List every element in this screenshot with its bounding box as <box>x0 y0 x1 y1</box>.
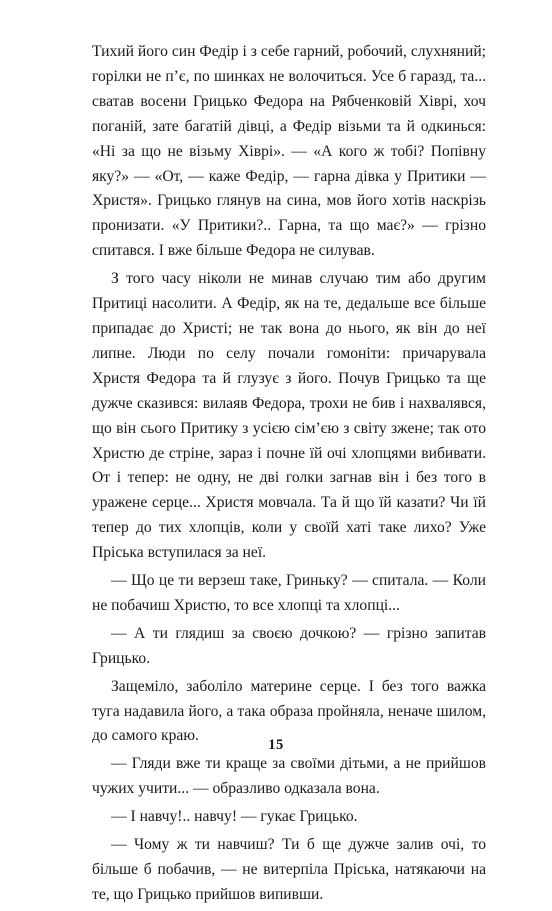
paragraph: — Що це ти верзеш таке, Гриньку? — спитала. — Коли не побачиш Христю, то все хлопці та хлопці... <box>92 572 486 614</box>
paragraph: З того часу ніколи не минав случаю тим або другим Притиці насолити. А Федір, як на те, дедальше все більше припадає до Христі; не так вона до нього, як він до неї липне. Люди по селу почали гомоніти: причарувала Христя Федора та й глузує з його. Почув Грицько та ще дужче сказився: вилаяв Федора, трохи не бив і нахвалявся, що він сього Притику з усією сім’єю з світу зжене; так ото Христю де стріне, зараз і почне їй очі хлопцями вибивати. От і тепер: не одну, не дві голки загнав він і без того в уражене серце... Христя мовчала. Та й що їй казати? Чи їй тепер до тих хлопців, коли у своїй хаті таке лихо? Уже Пріська вступилася за неї. <box>92 270 486 562</box>
paragraph: Защеміло, заболіло материне серце. І без того важка туга надавила його, а така образа пройняла, неначе шилом, до самого краю. <box>92 677 486 745</box>
paragraph: — Гляди вже ти краще за своїми дітьми, а не прийшов чужих учити... — образливо одказала вона. <box>92 755 486 798</box>
page-number: 15 <box>268 737 284 753</box>
paragraph: — А ти глядиш за своєю дочкою? — грізно запитав Грицько. <box>92 624 486 667</box>
paragraph: — Чому ж ти навчиш? Ти б ще дужче залив очі, то більше б побачив, — не витерпіла Пріська, натякаючи на те, що Грицько прийшов випивши. <box>92 836 486 903</box>
paragraph: — І навчу!.. навчу! — гукає Грицько. <box>111 808 358 826</box>
paragraph: Тихий його син Федір і з себе гарний, робочий, слухняний; горілки не п’є, по шинках не волочиться. Усе б гаразд, та... сватав восени Грицько Федора на Рябченковій Хіврі, хоч поганій, зате багатій дівці, а Федір візьми та й одкинься: «Ні за що не візьму Хіврі». — «А кого ж тобі? Попівну яку?» — «От, — каже Федір, — гарна дівка у Притики — Христя». Грицько глянув на сина, мов його хотів наскрізь пронизати. «У Притики?.. Гарна, та що має?» — грізно спитався. І вже більше Федора не силував. <box>92 43 486 260</box>
body-text <box>92 40 486 911</box>
